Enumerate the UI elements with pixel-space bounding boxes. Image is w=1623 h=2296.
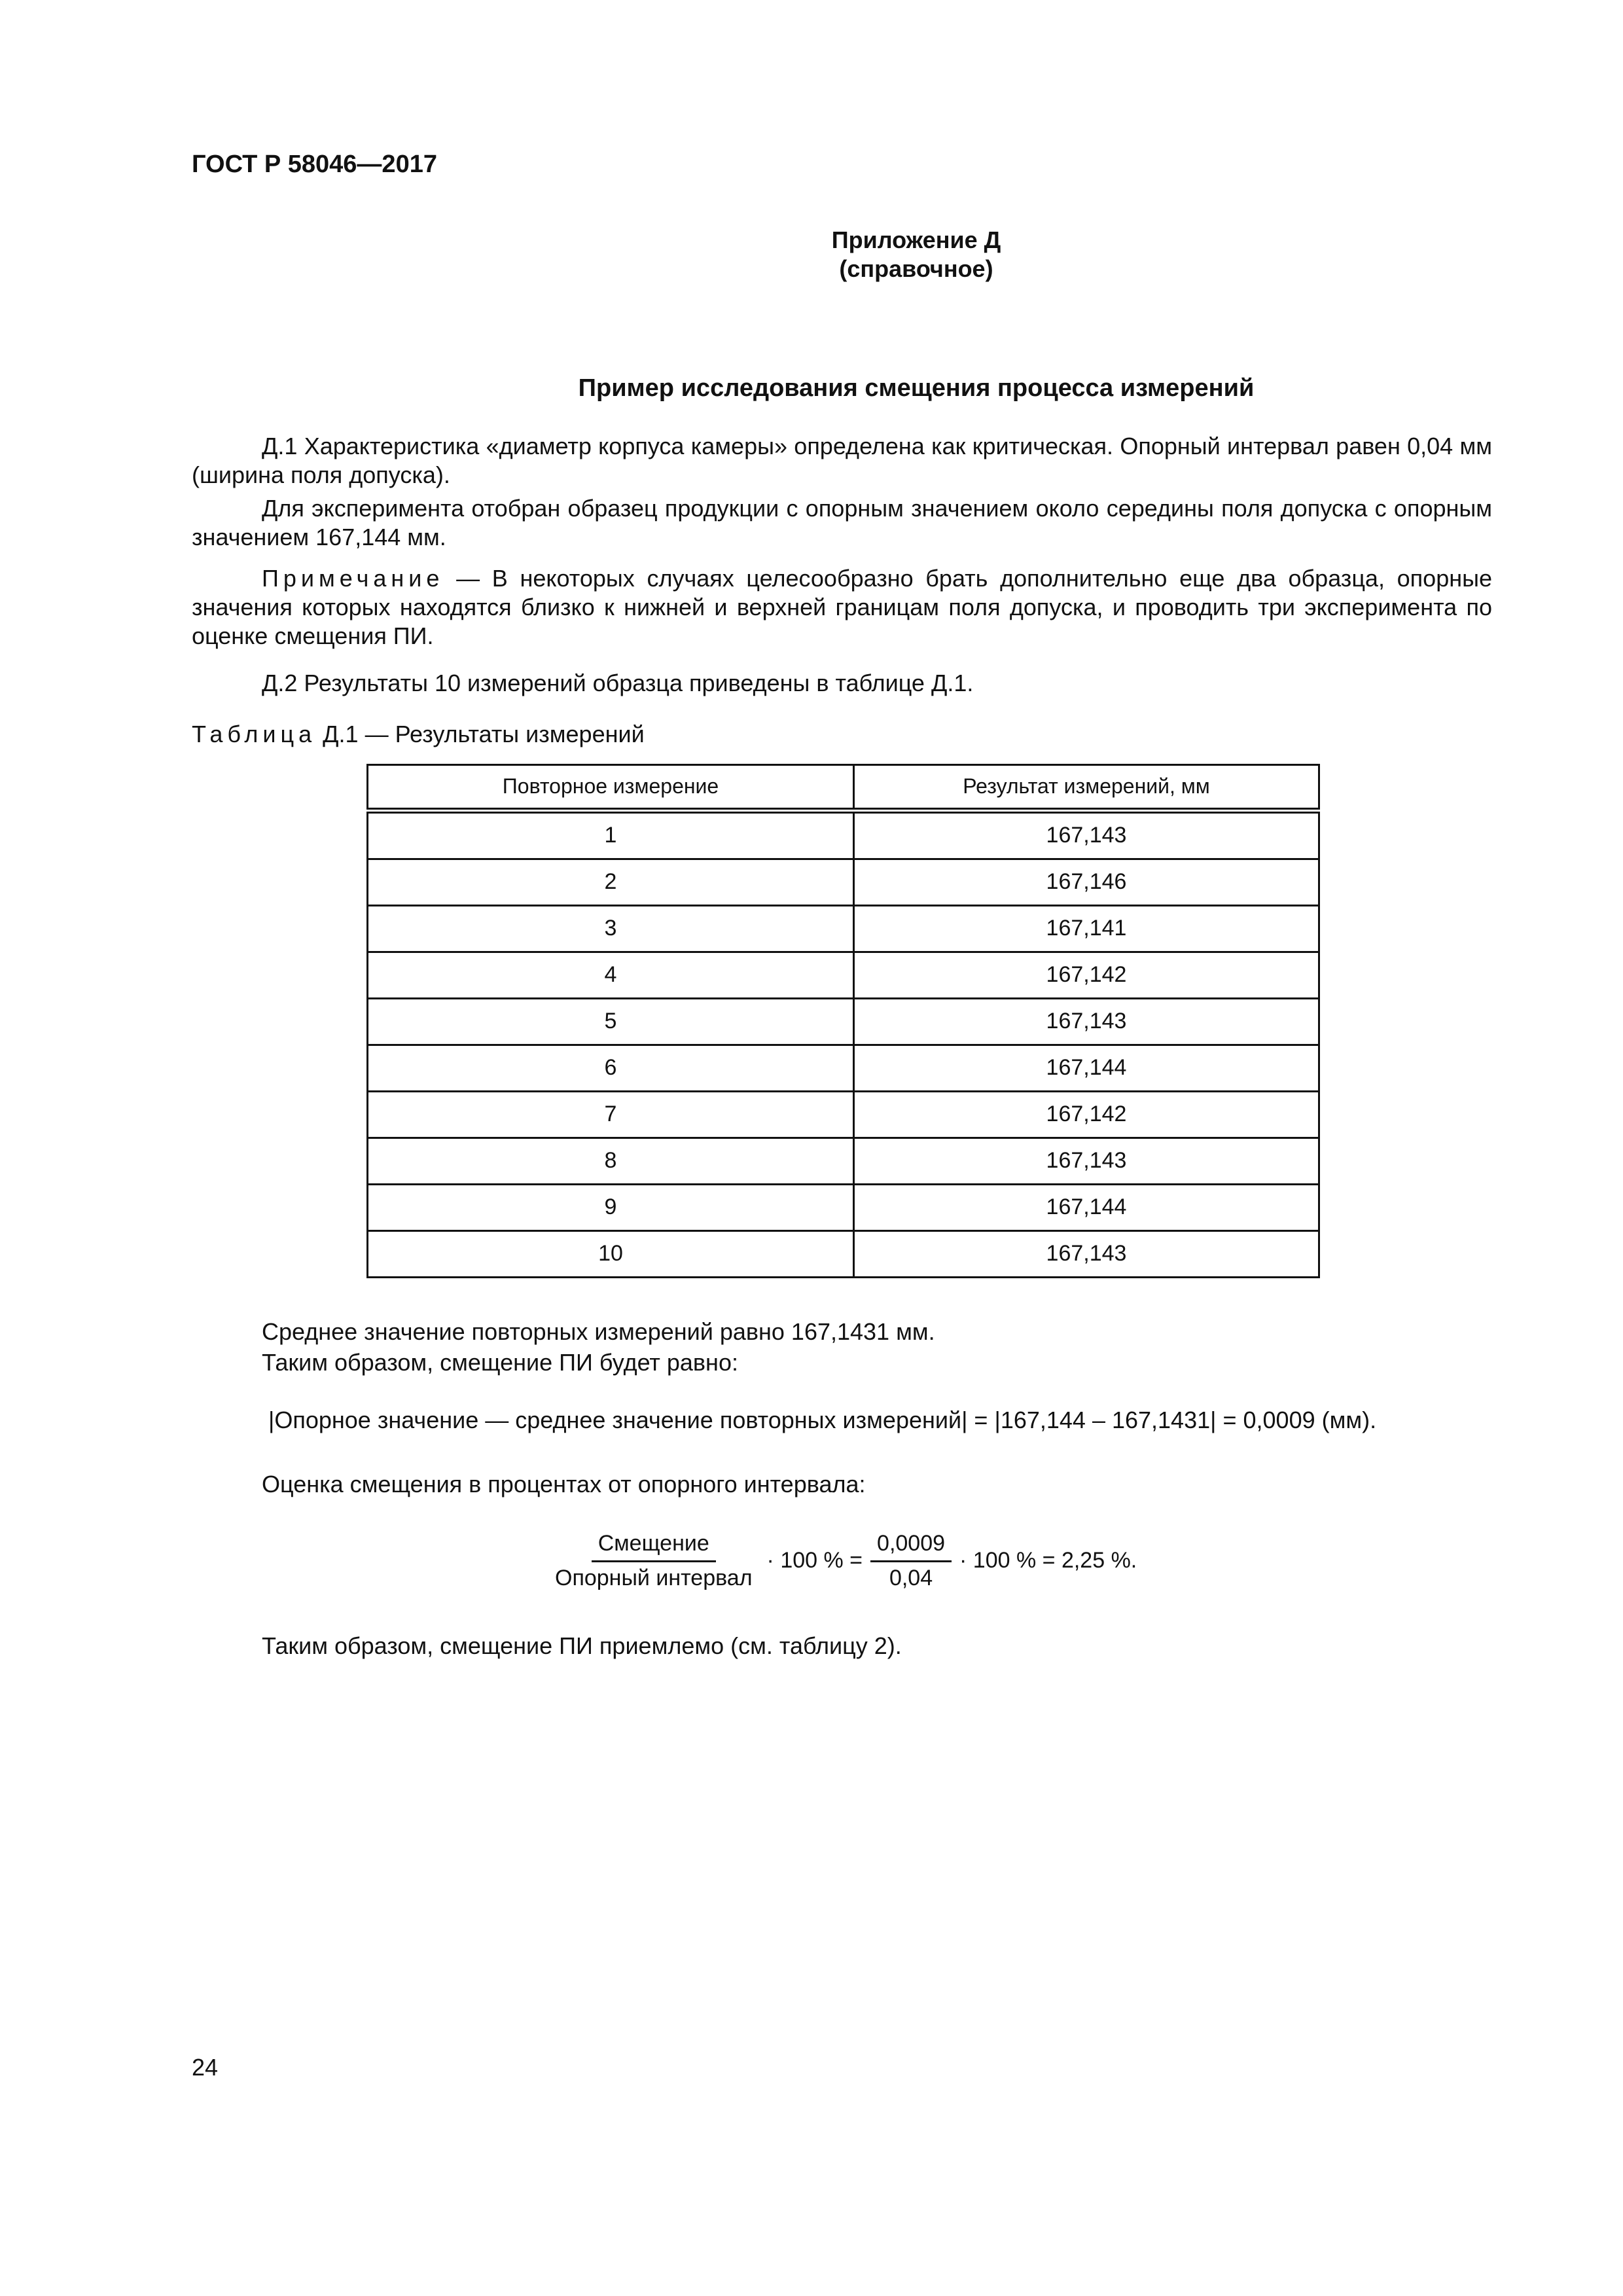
column-header-result: Результат измерений, мм: [854, 765, 1319, 811]
fraction-values: [870, 1530, 952, 1592]
note-label: Примечание: [262, 565, 444, 592]
table-row: [368, 1092, 1319, 1138]
cell-repeat: 7: [368, 1092, 854, 1138]
page-number: 24: [192, 2054, 219, 2081]
estimate-intro: [192, 1470, 1492, 1499]
cell-result: 167,143: [854, 811, 1319, 859]
results-table: [366, 764, 1320, 1278]
column-header-repeat: Повторное измерение: [368, 765, 854, 811]
bias-formula: |Опорное значение — среднее значение повторных измерений| = |167,144 – 167,1431| = 0,0009 (мм).: [268, 1407, 1377, 1433]
table-header-row: [368, 765, 1319, 811]
fraction-denominator-value: 0,04: [889, 1565, 933, 1590]
mean-statement: [192, 1318, 1492, 1346]
table-row: [368, 1185, 1319, 1231]
cell-result: 167,146: [854, 859, 1319, 906]
cell-repeat: 1: [368, 811, 854, 859]
cell-repeat: 9: [368, 1185, 854, 1231]
conclusion: [192, 1632, 1492, 1660]
appendix-label: Приложение Д: [831, 226, 1001, 253]
cell-result: 167,144: [854, 1045, 1319, 1092]
standard-header: ГОСТ Р 58046—2017: [192, 151, 437, 178]
cell-repeat: 2: [368, 859, 854, 906]
paragraph-d1-text: Д.1 Характеристика «диаметр корпуса камеры» определена как критическая. Опорный интервал равен 0,04 мм (ширина поля допуска).: [192, 433, 1492, 488]
table-row: [368, 1138, 1319, 1185]
table-row: [368, 859, 1319, 906]
cell-result: 167,144: [854, 1185, 1319, 1231]
cell-result: 167,143: [854, 1138, 1319, 1185]
table-caption-label: Таблица: [192, 721, 317, 747]
table-row: [368, 1231, 1319, 1278]
cell-repeat: 5: [368, 999, 854, 1045]
paragraph-d2-text: Д.2 Результаты 10 измерений образца приведены в таблице Д.1.: [262, 670, 974, 696]
paragraph-sample-text: Для эксперимента отобран образец продукции с опорным значением около середины поля допуска с опорным значением 167,144 мм.: [192, 495, 1492, 550]
fraction-bias-over-interval: [548, 1530, 759, 1592]
bias-intro: [192, 1348, 1492, 1377]
cell-repeat: 6: [368, 1045, 854, 1092]
conclusion-text: Таким образом, смещение ПИ приемлемо (см. таблицу 2).: [262, 1632, 902, 1659]
table-caption: [192, 720, 645, 749]
note-text: — В некоторых случаях целесообразно брать дополнительно еще два образца, опорные значения которых находятся близко к нижней и верхней границам поля допуска, и проводить три эксперимента по оценке смещения ПИ.: [192, 565, 1492, 649]
fraction-denominator: Опорный интервал: [555, 1565, 753, 1590]
table-caption-text: Д.1 — Результаты измерений: [316, 721, 645, 747]
formula-result: · 100 % = 2,25 %.: [959, 1548, 1137, 1573]
cell-repeat: 8: [368, 1138, 854, 1185]
cell-repeat: 4: [368, 952, 854, 999]
formula-operator: · 100 % =: [766, 1548, 863, 1573]
bias-intro-text: Таким образом, смещение ПИ будет равно:: [262, 1349, 738, 1376]
cell-result: 167,141: [854, 906, 1319, 952]
cell-result: 167,142: [854, 1092, 1319, 1138]
estimate-intro-text: Оценка смещения в процентах от опорного интервала:: [262, 1471, 866, 1498]
fraction-numerator-value: 0,0009: [870, 1530, 952, 1562]
mean-text: Среднее значение повторных измерений равно 167,1431 мм.: [262, 1318, 935, 1345]
table-row: [368, 952, 1319, 999]
appendix-status: (справочное): [839, 255, 993, 282]
cell-repeat: 3: [368, 906, 854, 952]
paragraph-d1: [192, 432, 1492, 490]
appendix-heading: [0, 226, 1623, 283]
cell-repeat: 10: [368, 1231, 854, 1278]
table-row: [368, 999, 1319, 1045]
note-block: [192, 564, 1492, 651]
table-row: [368, 811, 1319, 859]
percent-formula: [548, 1525, 1145, 1597]
table-row: [368, 1045, 1319, 1092]
paragraph-sample: [192, 494, 1492, 552]
table-row: [368, 906, 1319, 952]
cell-result: 167,143: [854, 1231, 1319, 1278]
paragraph-d2: [192, 669, 1492, 698]
fraction-numerator: Смещение: [592, 1530, 716, 1562]
cell-result: 167,143: [854, 999, 1319, 1045]
cell-result: 167,142: [854, 952, 1319, 999]
section-title: Пример исследования смещения процесса измерений: [578, 374, 1255, 402]
